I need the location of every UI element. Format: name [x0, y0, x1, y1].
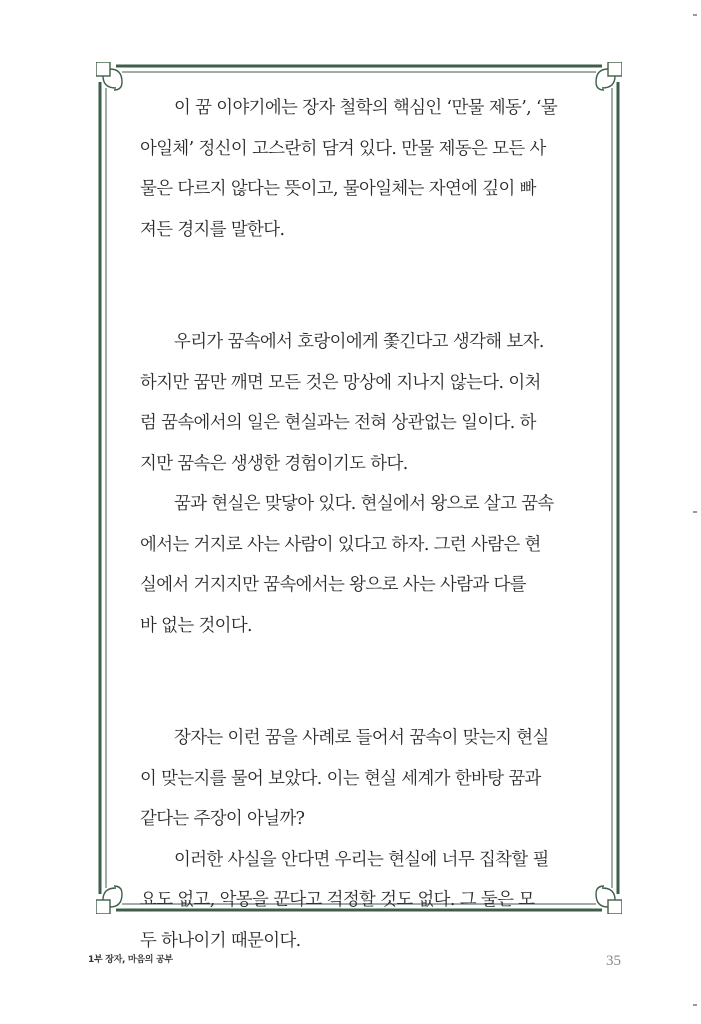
paragraph: 우리가 꿈속에서 호랑이에게 쫓긴다고 생각해 보자. 하지만 꿈만 깨면 모든 것은 망상에 지나지 않는다. 이처 럼 꿈속에서의 일은 현실과는 전혀 상관없는 일이다. 하 지만 꿈속은 생생한 경험이기도 하다. [140, 332, 544, 474]
running-footer-section: 1부 장자, 마음의 공부 [88, 955, 173, 965]
body-text [140, 88, 580, 961]
crop-mark [693, 511, 697, 513]
paragraph-spacer [140, 646, 580, 718]
page-number: 35 [606, 953, 621, 969]
paragraph: 이러한 사실을 안다면 우리는 현실에 너무 집착할 필 요도 없고, 악몽을 꾼다고 걱정할 것도 없다. 그 둘은 모 두 하나이기 때문이다. [140, 849, 549, 951]
crop-mark [693, 14, 697, 16]
paragraph-spacer [140, 250, 580, 322]
paragraph: 이 꿈 이야기에는 장자 철학의 핵심인 ‘만물 제동’, ‘물 아일체’ 정신이 고스란히 담겨 있다. 만물 제동은 모든 사 물은 다르지 않다는 뜻이고, 물아일체는 자연에 깊이 빠 져든 경지를 말한다. [140, 98, 558, 240]
paragraph: 장자는 이런 꿈을 사례로 들어서 꿈속이 맞는지 현실 이 맞는지를 물어 보았다. 이는 현실 세계가 한바탕 꿈과 같다는 주장이 아닐까? [140, 728, 549, 829]
crop-mark [693, 1004, 697, 1006]
paragraph: 꿈과 현실은 맞닿아 있다. 현실에서 왕으로 살고 꿈속 에서는 거지로 사는 사람이 있다고 하자. 그런 사람은 현 실에서 거지지만 꿈속에서는 왕으로 사는 사람과 다를 바 없는 것이다. [140, 494, 554, 636]
